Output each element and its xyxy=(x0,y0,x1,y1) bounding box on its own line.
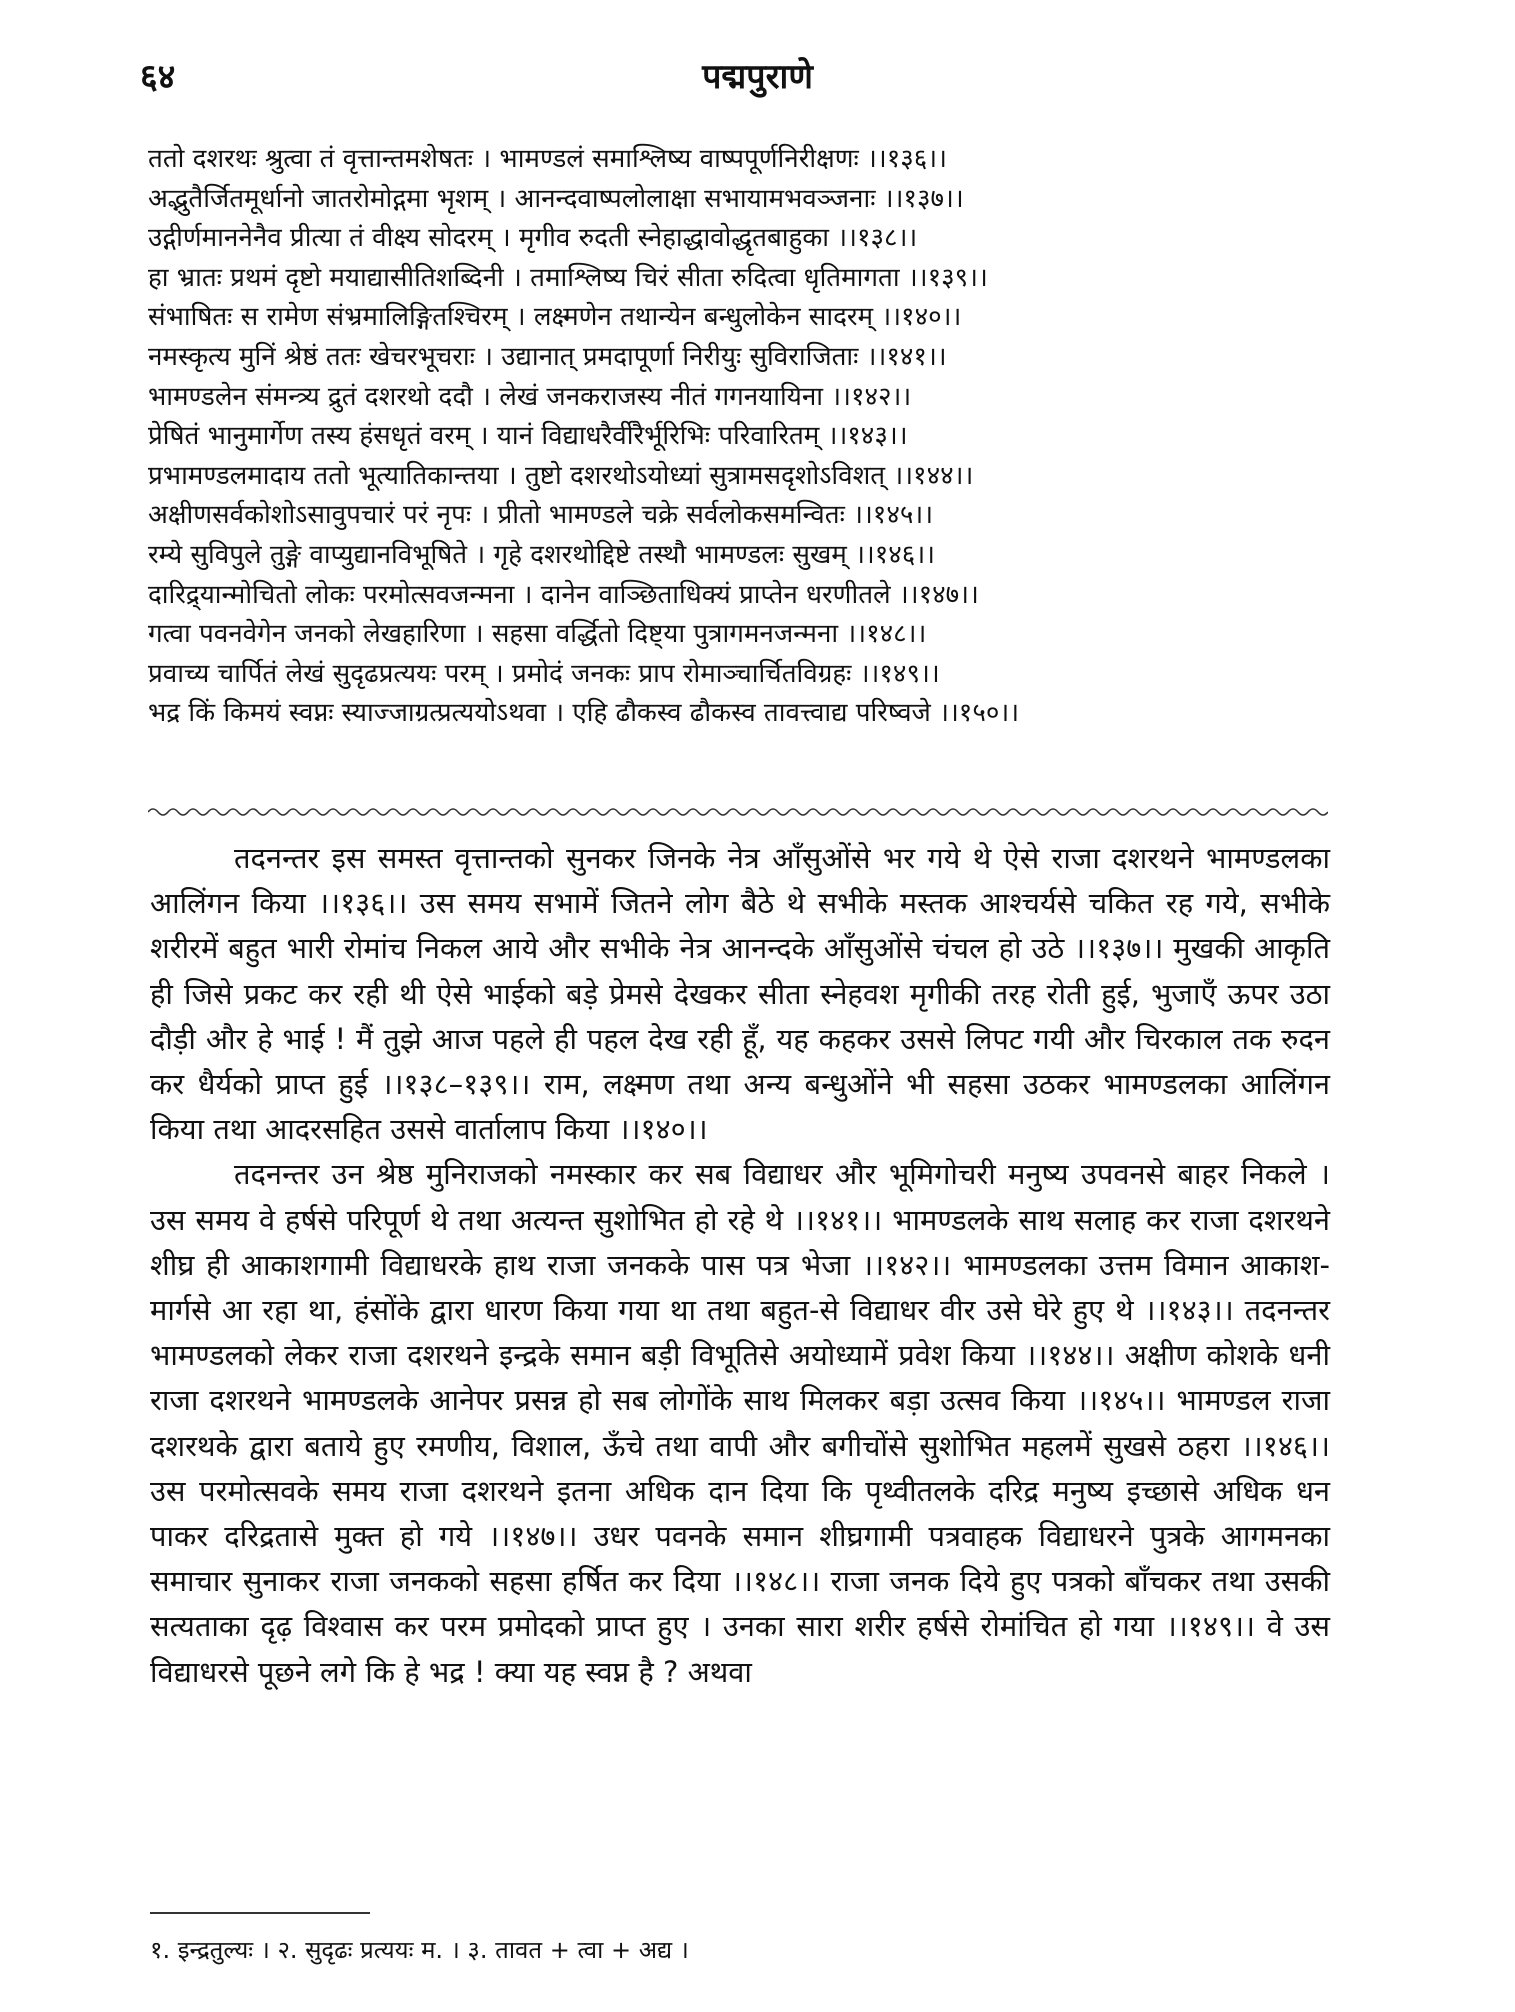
page-number: ६४ xyxy=(140,57,176,97)
verse-141: नमस्कृत्य मुनिं श्रेष्ठं ततः खेचरभूचराः । उद्यानात् प्रमदापूर्णा निरीयुः सुविराजिताः ।।१४१।। xyxy=(148,341,947,372)
verse-139: हा भ्रातः प्रथमं दृष्टो मयाद्यासीतिशब्दिनी । तमाश्लिष्य चिरं सीता रुदित्वा धृतिमागता ।।१३९।। xyxy=(148,262,988,293)
wavy-divider xyxy=(148,806,1328,818)
verse-149: प्रवाच्य चार्पितं लेखं सुदृढप्रत्ययः परम् । प्रमोदं जनकः प्राप रोमाञ्चार्चितविग्रहः ।।१४९।। xyxy=(148,658,940,689)
sanskrit-verses xyxy=(148,140,1328,734)
verse-147: दारिद्र्यान्मोचितो लोकः परमोत्सवजन्मना । दानेन वाञ्छिताधिक्यं प्राप्तेन धरणीतले ।।१४७।। xyxy=(148,579,979,610)
verse-143: प्रेषितं भानुमार्गेण तस्य हंसधृतं वरम् । यानं विद्याधरैर्वीरैर्भूरिभिः परिवारितम् ।।१४३।। xyxy=(148,421,908,452)
hindi-translation xyxy=(150,836,1330,1695)
verse-138: उद्गीर्णमाननेनैव प्रीत्या तं वीक्ष्य सोदरम् । मृगीव रुदती स्नेहाद्धावोद्धृतबाहुका ।।१३८।। xyxy=(148,223,918,254)
translation-paragraph-1: तदनन्तर इस समस्त वृत्तान्तको सुनकर जिनके नेत्र आँसुओंसे भर गये थे ऐसे राजा दशरथने भामण्डलका आलिंगन किया ।।१३६।। उस समय सभामें जितने लोग बैठे थे सभीके मस्तक आश्चर्यसे चकित रह गये, सभीके शरीरमें बहुत भारी रोमांच निकल आये और सभीके नेत्र आनन्दके आँसुओंसे चंचल हो उठे ।।१३७।। मुखकी आकृति ही जिसे प्रकट कर रही थी ऐसे भाईको बड़े प्रेमसे देखकर सीता स्नेहवश मृगीकी तरह रोती हुई, भुजाएँ ऊपर उठा दौड़ी और हे भाई ! मैं तुझे आज पहले ही पहल देख रही हूँ, यह कहकर उससे लिपट गयी और चिरकाल तक रुदन कर धैर्यको प्राप्त हुई ।।१३८–१३९।। राम, लक्ष्मण तथा अन्य बन्धुओंने भी सहसा उठकर भामण्डलका आलिंगन किया तथा आदरसहित उससे वार्तालाप किया ।।१४०।। xyxy=(150,841,1330,1147)
verse-145: अक्षीणसर्वकोशोऽसावुपचारं परं नृपः । प्रीतो भामण्डले चक्रे सर्वलोकसमन्वितः ।।१४५।। xyxy=(148,500,934,531)
verse-146: रम्ये सुविपुले तुङ्गे वाप्युद्यानविभूषिते । गृहे दशरथोद्दिष्टे तस्थौ भामण्डलः सुखम् ।।१४६।। xyxy=(148,539,936,570)
verse-136: ततो दशरथः श्रुत्वा तं वृत्तान्तमशेषतः । भामण्डलं समाश्लिष्य वाष्पपूर्णनिरीक्षणः ।।१३६।। xyxy=(148,144,948,174)
running-title: पद्मपुराणे xyxy=(702,57,813,97)
verse-140: संभाषितः स रामेण संभ्रमालिङ्गितश्चिरम् । लक्ष्मणेन तथान्येन बन्धुलोकेन सादरम् ।।१४०।। xyxy=(148,302,962,333)
verse-150: भद्र किं किमयं स्वप्नः स्याज्जाग्रत्प्रत्ययोऽथवा । एहि ढौकस्व ढौकस्व तावत्त्वाद्य परिष्वजे ।।१५०।। xyxy=(148,698,1020,729)
verse-142: भामण्डलेन संमन्त्र्य द्रुतं दशरथो ददौ । लेखं जनकराजस्य नीतं गगनयायिना ।।१४२।। xyxy=(148,381,912,412)
translation-paragraph-2: तदनन्तर उन श्रेष्ठ मुनिराजको नमस्कार कर सब विद्याधर और भूमिगोचरी मनुष्य उपवनसे बाहर निकले । उस समय वे हर्षसे परिपूर्ण थे तथा अत्यन्त सुशोभित हो रहे थे ।।१४१।। भामण्डलके साथ सलाह कर राजा दशरथने शीघ्र ही आकाशगामी विद्याधरके हाथ राजा जनकके पास पत्र भेजा ।।१४२।। भामण्डलका उत्तम विमान आकाश-मार्गसे आ रहा था, हंसोंके द्वारा धारण किया गया था तथा बहुत-से विद्याधर वीर उसे घेरे हुए थे ।।१४३।। तदनन्तर भामण्डलको लेकर राजा दशरथने इन्द्रके समान बड़ी विभूतिसे अयोध्यामें प्रवेश किया ।।१४४।। अक्षीण कोशके धनी राजा दशरथने भामण्डलके आनेपर प्रसन्न हो सब लोगोंके साथ मिलकर बड़ा उत्सव किया ।।१४५।। भामण्डल राजा दशरथके द्वारा बताये हुए रमणीय, विशाल, ऊँचे तथा वापी और बगीचोंसे सुशोभित महलमें सुखसे ठहरा ।।१४६।। उस परमोत्सवके समय राजा दशरथने इतना अधिक दान दिया कि पृथ्वीतलके दरिद्र मनुष्य इच्छासे अधिक धन पाकर दरिद्रतासे मुक्त हो गये ।।१४७।। उधर पवनके समान शीघ्रगामी पत्रवाहक विद्याधरने पुत्रके आगमनका समाचार सुनाकर राजा जनकको सहसा हर्षित कर दिया ।।१४८।। राजा जनक दिये हुए पत्रको बाँचकर तथा उसकी सत्यताका दृढ़ विश्वास कर परम प्रमोदको प्राप्त हुए । उनका सारा शरीर हर्षसे रोमांचित हो गया ।।१४९।। वे उस विद्याधरसे पूछने लगे कि हे भद्र ! क्या यह स्वप्न है ? अथवा xyxy=(150,1157,1330,1689)
verse-144: प्रभामण्डलमादाय ततो भूत्यातिकान्तया । तुष्टो दशरथोऽयोध्यां सुत्रामसदृशोऽविशत् ।।१४४।। xyxy=(148,460,974,491)
footnote-rule xyxy=(150,1912,370,1914)
verse-148: गत्वा पवनवेगेन जनको लेखहारिणा । सहसा वर्द्धितो दिष्ट्या पुत्रागमनजन्मना ।।१४८।। xyxy=(148,619,927,650)
verse-137: अद्भुतैर्जितमूर्धानो जातरोमोद्गमा भृशम् । आनन्दवाष्पलोलाक्षा सभायामभवञ्जनाः ।।१३७।। xyxy=(148,183,964,214)
footnotes: १. इन्द्रतुल्यः । २. सुदृढः प्रत्ययः म. । ३. तावत + त्वा + अद्य । xyxy=(150,1936,689,1964)
